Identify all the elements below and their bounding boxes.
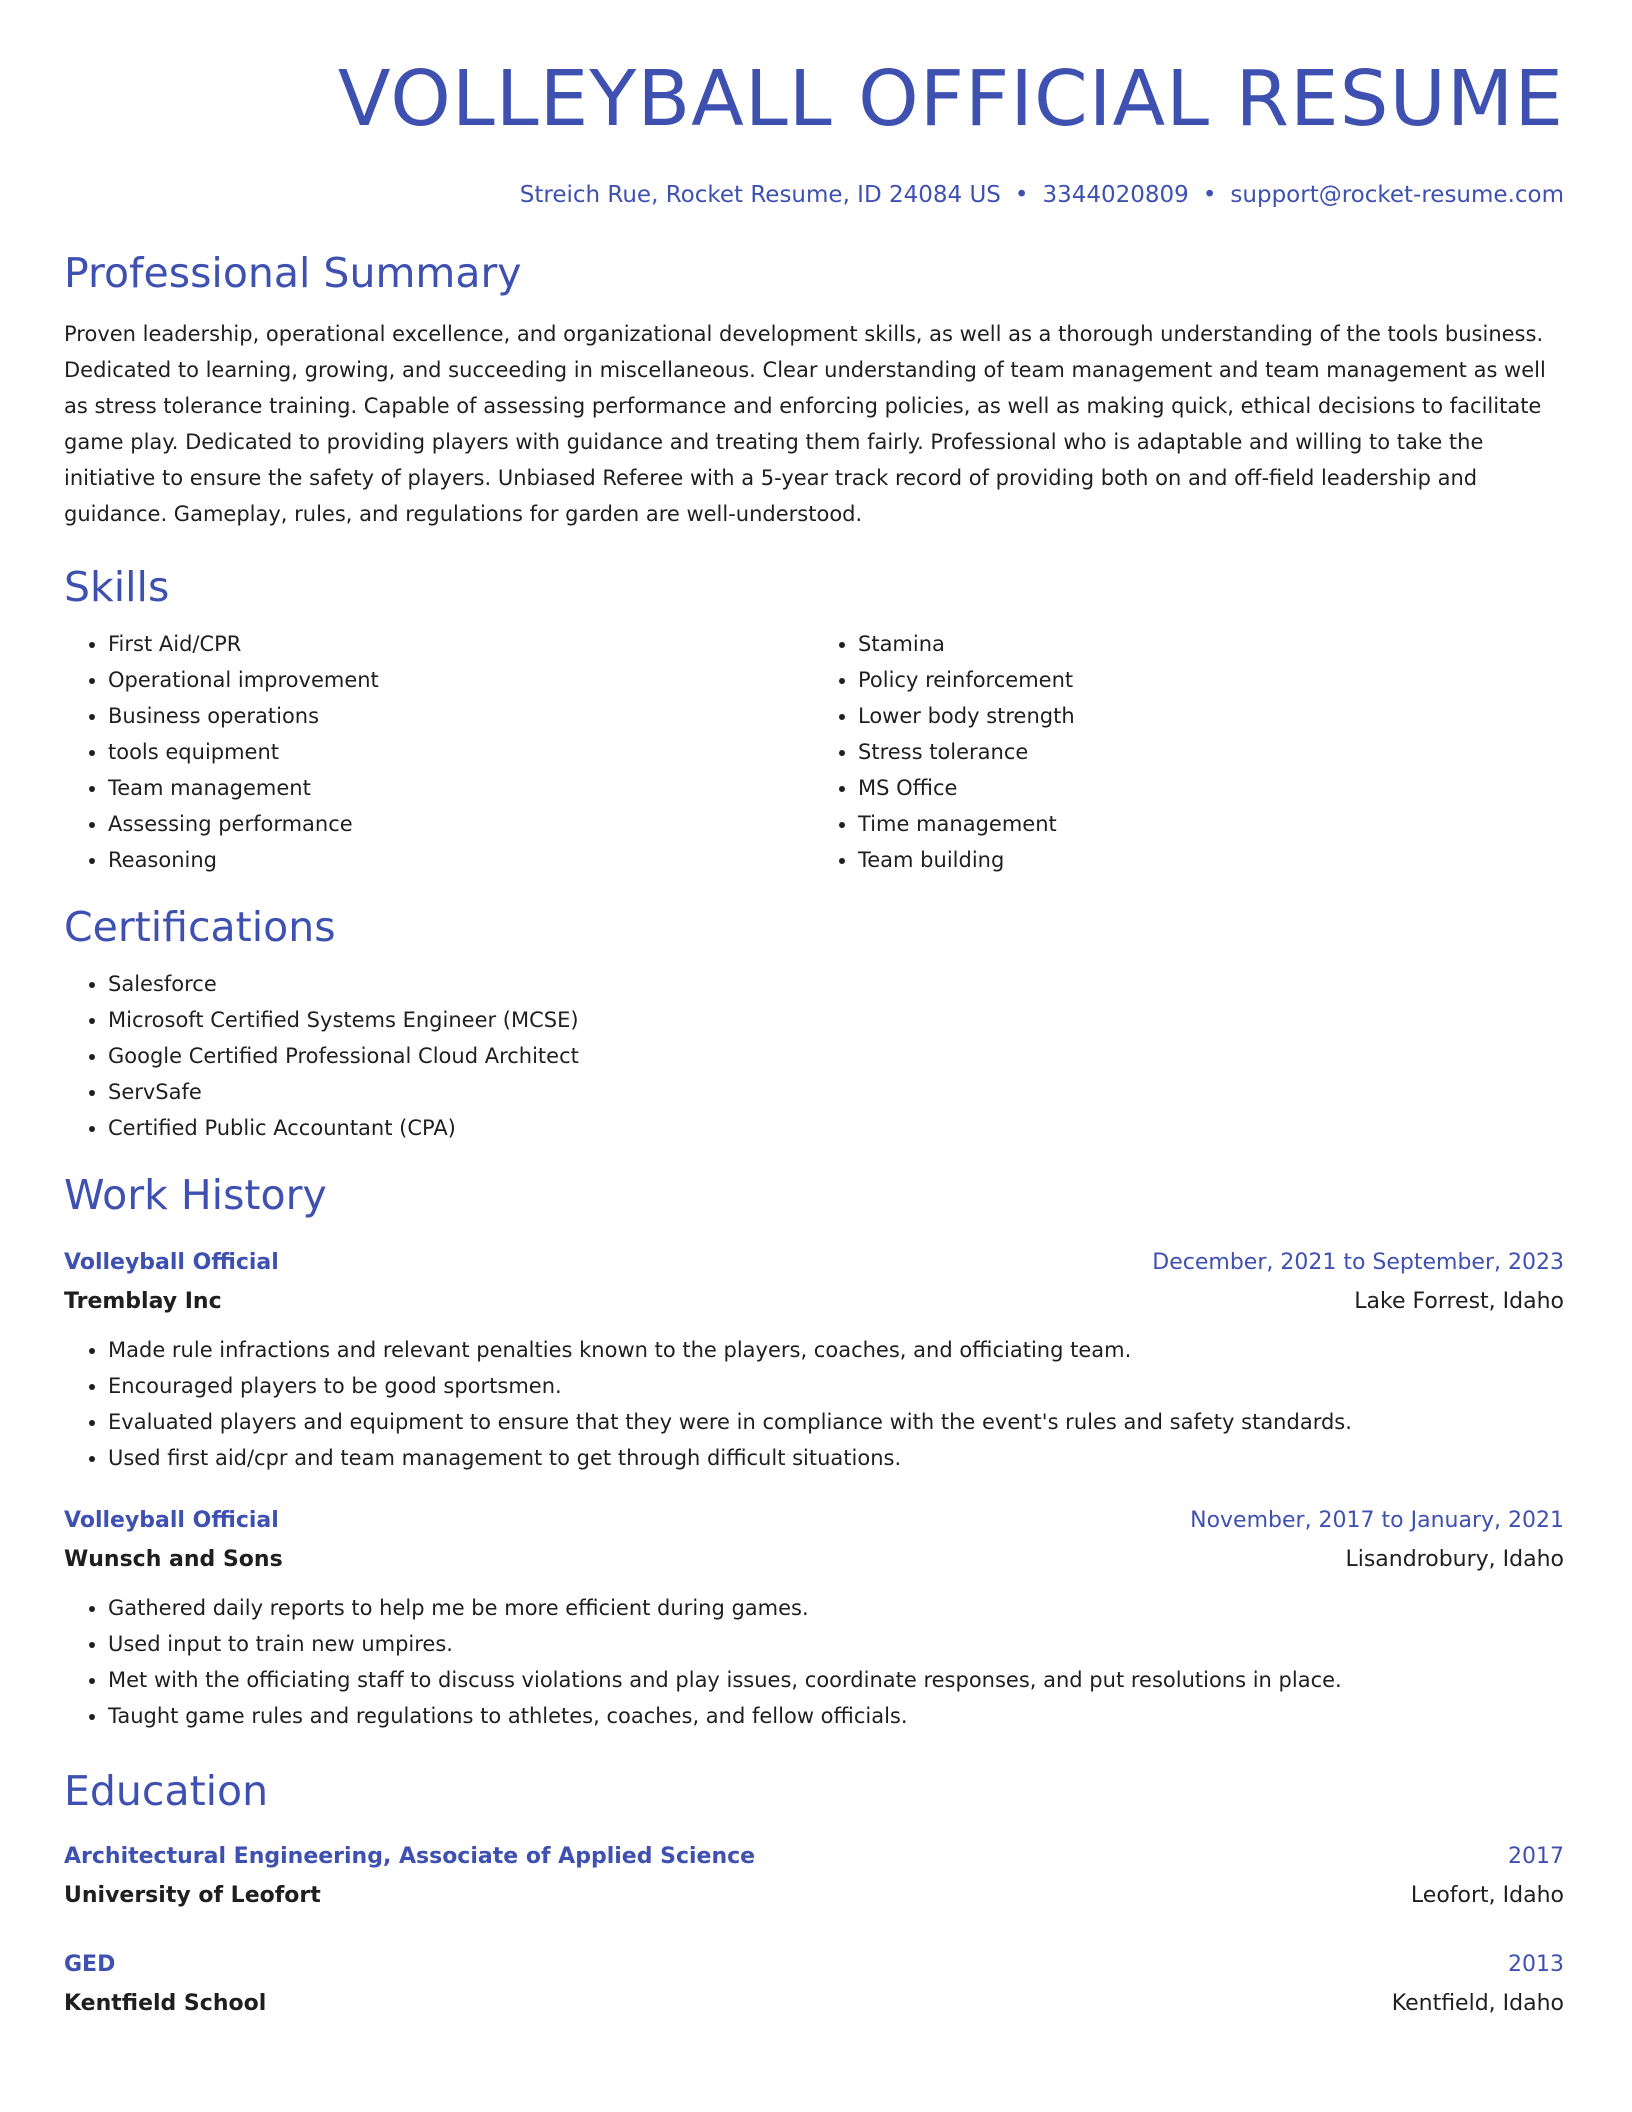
phone: 3344020809	[1042, 182, 1189, 208]
skill-item: • tools equipment	[108, 734, 814, 770]
skill-item: • Policy reinforcement	[858, 662, 1564, 698]
education-entry	[64, 1838, 1564, 1916]
job-bullet: • Encouraged players to be good sportsmen.	[108, 1368, 1564, 1404]
skill-item: • Lower body strength	[858, 698, 1564, 734]
job-dates: December, 2021 to September, 2023	[1152, 1250, 1564, 1275]
education-heading: Education	[64, 1767, 269, 1815]
skill-item: • Team building	[858, 842, 1564, 878]
education-year: 2017	[1508, 1844, 1564, 1869]
certification-item: • Microsoft Certified Systems Engineer (MCSE)	[108, 1002, 1564, 1038]
education-location: Kentfield, Idaho	[1391, 1991, 1564, 2016]
certification-item: • Salesforce	[108, 966, 1564, 1002]
skills-list	[64, 626, 1564, 878]
education-degree: Architectural Engineering, Associate of Applied Science	[64, 1844, 756, 1869]
education-entry	[64, 1946, 1564, 2024]
job-bullet: • Gathered daily reports to help me be more efficient during games.	[108, 1590, 1564, 1626]
certification-item: • Certified Public Accountant (CPA)	[108, 1110, 1564, 1146]
job-location: Lisandrobury, Idaho	[1345, 1547, 1564, 1572]
certification-item: • Google Certified Professional Cloud Architect	[108, 1038, 1564, 1074]
job-location: Lake Forrest, Idaho	[1354, 1289, 1564, 1314]
resume-title: VOLLEYBALL OFFICIAL RESUME	[337, 55, 1564, 144]
separator: •	[1202, 182, 1217, 208]
skill-item: • Team management	[108, 770, 814, 806]
skill-item: • Business operations	[108, 698, 814, 734]
job-role: Volleyball Official	[64, 1250, 279, 1275]
separator: •	[1014, 182, 1029, 208]
work-history-heading: Work History	[64, 1171, 327, 1219]
education-degree: GED	[64, 1952, 116, 1977]
job-entry	[64, 1244, 1564, 1476]
summary-text: Proven leadership, operational excellence, and organizational development skills, as well as a thorough understanding of the tools business. Dedicated to learning, growing, and succeeding in miscellaneous. Clear understanding of team management and team management as well as stress tolerance training. Capable of assessing performance and enforcing policies, as well as making quick, ethical decisions to facilitate game play. Dedicated to providing players with guidance and treating them fairly. Professional who is adaptable and willing to take the initiative to ensure the safety of players. Unbiased Referee with a 5-year track record of providing both on and off-field leadership and guidance. Gameplay, rules, and regulations for garden are well-understood.	[64, 322, 1546, 526]
skills-column-right	[814, 626, 1564, 878]
skills-heading: Skills	[64, 563, 170, 611]
job-role: Volleyball Official	[64, 1508, 279, 1533]
education-school: University of Leofort	[64, 1883, 321, 1908]
contact-line	[64, 180, 1564, 210]
skill-item: • Time management	[858, 806, 1564, 842]
job-company: Wunsch and Sons	[64, 1547, 283, 1572]
skill-item: • First Aid/CPR	[108, 626, 814, 662]
address: Streich Rue, Rocket Resume, ID 24084 US	[519, 182, 1001, 208]
job-dates: November, 2017 to January, 2021	[1190, 1508, 1564, 1533]
job-bullet: • Taught game rules and regulations to athletes, coaches, and fellow officials.	[108, 1698, 1564, 1734]
skill-item: • Stamina	[858, 626, 1564, 662]
education-location: Leofort, Idaho	[1410, 1883, 1564, 1908]
job-bullet: • Made rule infractions and relevant penalties known to the players, coaches, and officiating team.	[108, 1332, 1564, 1368]
education-school: Kentfield School	[64, 1991, 267, 2016]
skills-column-left	[64, 626, 814, 878]
certification-item: • ServSafe	[108, 1074, 1564, 1110]
education-year: 2013	[1508, 1952, 1564, 1977]
skill-item: • Assessing performance	[108, 806, 814, 842]
certifications-heading: Certifications	[64, 903, 336, 951]
summary-heading: Professional Summary	[64, 249, 522, 297]
job-bullet: • Used input to train new umpires.	[108, 1626, 1564, 1662]
certifications-list	[64, 966, 1564, 1146]
job-company: Tremblay Inc	[64, 1289, 222, 1314]
skill-item: • Stress tolerance	[858, 734, 1564, 770]
skill-item: • Operational improvement	[108, 662, 814, 698]
skill-item: • Reasoning	[108, 842, 814, 878]
skill-item: • MS Office	[858, 770, 1564, 806]
job-bullet: • Used first aid/cpr and team management to get through difficult situations.	[108, 1440, 1564, 1476]
job-entry	[64, 1502, 1564, 1734]
email: support@rocket-resume.com	[1230, 182, 1564, 208]
job-bullet: • Evaluated players and equipment to ensure that they were in compliance with the event's rules and safety standards.	[108, 1404, 1564, 1440]
job-bullets	[64, 1590, 1564, 1734]
job-bullet: • Met with the officiating staff to discuss violations and play issues, coordinate responses, and put resolutions in place.	[108, 1662, 1564, 1698]
job-bullets	[64, 1332, 1564, 1476]
